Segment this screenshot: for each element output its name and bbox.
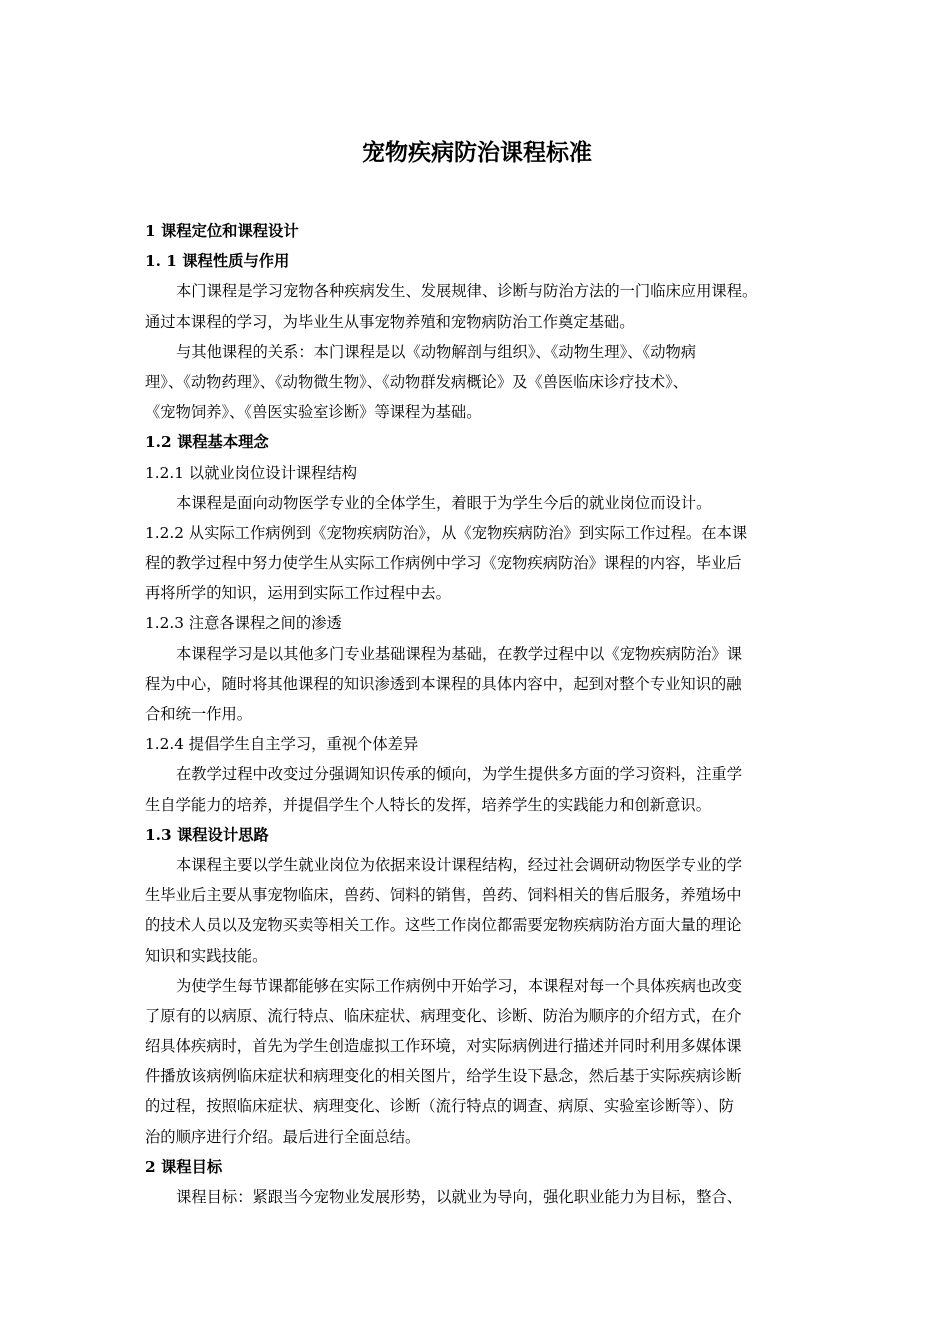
subsection-heading-1-3: 1.3 课程设计思路 bbox=[145, 825, 269, 844]
paragraph-line: 本门课程是学习宠物各种疾病发生、发展规律、诊断与防治方法的一门临床应用课程。 bbox=[176, 282, 758, 301]
paragraph-line: 程的教学过程中努力使学生从实际工作病例中学习《宠物疾病防治》课程的内容，毕业后 bbox=[145, 554, 742, 573]
paragraph-line: 的技术人员以及宠物买卖等相关工作。这些工作岗位都需要宠物疾病防治方面大量的理论 bbox=[145, 916, 742, 935]
paragraph-line: 知识和实践技能。 bbox=[145, 946, 268, 965]
paragraph-line: 为使学生每节课都能够在实际工作病例中开始学习，本课程对每一个具体疾病也改变 bbox=[176, 976, 742, 995]
paragraph-line: 合和统一作用。 bbox=[145, 705, 253, 723]
paragraph-line: 程为中心，随时将其他课程的知识渗透到本课程的具体内容中，起到对整个专业知识的融 bbox=[145, 674, 742, 693]
section-heading-1: 1 课程定位和课程设计 bbox=[145, 222, 299, 240]
paragraph-line: 生自学能力的培养，并提倡学生个人特长的发挥，培养学生的实践能力和创新意识。 bbox=[145, 795, 711, 814]
document-body bbox=[145, 216, 809, 1212]
paragraph-line: 本课程是面向动物医学专业的全体学生，着眼于为学生今后的就业岗位而设计。 bbox=[176, 493, 712, 512]
subsection-heading-1-2: 1.2 课程基本理念 bbox=[145, 433, 269, 452]
paragraph-line: 绍具体疾病时，首先为学生创造虚拟工作环境，对实际病例进行描述并同时利用多媒体课 bbox=[145, 1037, 742, 1056]
paragraph-line: 在教学过程中改变过分强调知识传承的倾向，为学生提供多方面的学习资料，注重学 bbox=[176, 765, 742, 784]
section-heading-2: 2 课程目标 bbox=[145, 1157, 223, 1176]
paragraph-line: 治的顺序进行介绍。最后进行全面总结。 bbox=[145, 1127, 421, 1146]
paragraph-line: 再将所学的知识，运用到实际工作过程中去。 bbox=[145, 584, 451, 603]
paragraph-line: 本课程学习是以其他多门专业基础课程为基础，在教学过程中以《宠物疾病防治》课 bbox=[176, 644, 742, 663]
paragraph-line: 生毕业后主要从事宠物临床，兽药、饲料的销售，兽药、饲料相关的售后服务，养殖场中 bbox=[145, 886, 742, 905]
paragraph-line: 的过程，按照临床症状、病理变化、诊断（流行特点的调查、病原、实验室诊断等）、防 bbox=[145, 1097, 734, 1116]
paragraph-line: 课程目标：紧跟当今宠物业发展形势，以就业为导向，强化职业能力为目标，整合、 bbox=[176, 1188, 742, 1206]
paragraph-line: 了原有的以病原、流行特点、临床症状、病理变化、诊断、防治为顺序的介绍方式，在介 bbox=[145, 1006, 742, 1025]
item-heading-1-2-2: 1.2.2 从实际工作病例到《宠物疾病防治》，从《宠物疾病防治》到实际工作过程。在本课 bbox=[145, 523, 748, 542]
item-heading-1-2-3: 1.2.3 注意各课程之间的渗透 bbox=[145, 614, 342, 633]
document-title: 宠物疾病防治课程标准 bbox=[362, 140, 592, 166]
paragraph-line: 件播放该病例临床症状和病理变化的相关图片，给学生设下悬念，然后基于实际疾病诊断 bbox=[145, 1067, 742, 1086]
paragraph-line: 通过本课程的学习，为毕业生从事宠物养殖和宠物病防治工作奠定基础。 bbox=[145, 312, 635, 331]
subsection-heading-1-1: 1. 1 课程性质与作用 bbox=[145, 252, 290, 271]
paragraph-line: 《宠物饲养》、《兽医实验室诊断》等课程为基础。 bbox=[145, 403, 482, 422]
item-heading-1-2-1: 1.2.1 以就业岗位设计课程结构 bbox=[145, 463, 358, 482]
paragraph-line: 理》、《动物药理》、《动物微生物》、《动物群发病概论》及《兽医临床诊疗技术》、 bbox=[145, 372, 689, 391]
paragraph-line: 与其他课程的关系：本门课程是以《动物解剖与组织》、《动物生理》、《动物病 bbox=[176, 342, 697, 361]
item-heading-1-2-4: 1.2.4 提倡学生自主学习，重视个体差异 bbox=[145, 735, 419, 754]
paragraph-line: 本课程主要以学生就业岗位为依据来设计课程结构，经过社会调研动物医学专业的学 bbox=[176, 855, 742, 874]
